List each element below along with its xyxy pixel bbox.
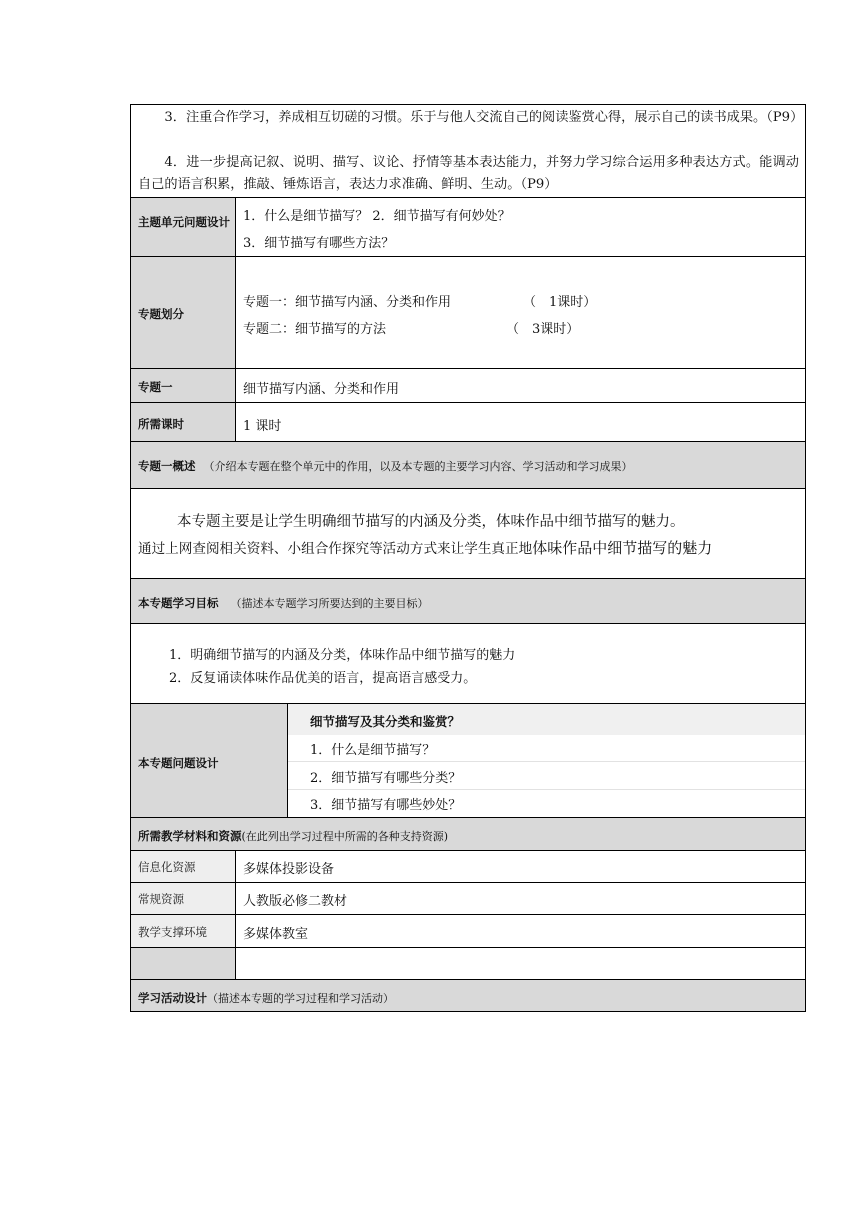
goal-4: 4．进一步提高记叙、说明、描写、议论、抒情等基本表达能力，并努力学习综合运用多种表达方式。能调动自己的语言积累，推敲、锤炼语言，表达力求准确、鲜明、生动。（P9） [138, 155, 799, 192]
resources-header [131, 818, 805, 850]
objectives-header [131, 579, 805, 623]
resource-row-3-label-cell [131, 915, 235, 947]
topic-division-item-1-hours: （ 1课时） [523, 295, 597, 310]
hours-value: 1 课时 [243, 419, 282, 434]
goal-3: 3．注重合作学习，养成相互切磋的习惯。乐于与他人交流自己的阅读鉴赏心得，展示自己的读书成果。（P9） [164, 110, 804, 125]
question-design-item-2: 2．细节描写有哪些分类？ [310, 771, 462, 786]
overview-header-text [138, 458, 633, 474]
resource-row-1-label: 信息化资源 [138, 860, 196, 874]
overview-line-2-part-1: 通过上网查阅相关资料、小组合作探究等活动方式来让学生真正地 [138, 541, 533, 557]
resource-row-1-value: 多媒体投影设备 [243, 862, 335, 877]
resource-row-2-label: 常规资源 [138, 892, 184, 906]
overview-header [131, 442, 805, 488]
activities-header-text [138, 990, 394, 1006]
overview-line-2-part-2: 体味作品中细节描写的魅力 [532, 539, 713, 557]
resource-row-4-label-cell [131, 948, 235, 979]
unit-question-line-2: 3．细节描写有哪些方法？ [243, 236, 395, 251]
unit-questions-label-cell [131, 198, 235, 256]
activities-hint: （描述本专题的学习过程和学习活动） [207, 992, 394, 1005]
resource-row-3-label: 教学支撑环境 [138, 925, 207, 939]
objectives-header-text [138, 595, 429, 611]
question-design-label-cell [131, 704, 287, 817]
topic-division-label-cell [131, 257, 235, 368]
resource-row-3-value: 多媒体教室 [243, 927, 309, 942]
objectives-label: 本专题学习目标 [138, 596, 219, 610]
activities-header [131, 980, 805, 1011]
objective-1: 1．明确细节描写的内涵及分类，体味作品中细节描写的魅力 [169, 648, 516, 663]
topic-one-label-cell [131, 369, 235, 402]
objectives-hint: （描述本专题学习所要达到的主要目标） [230, 597, 429, 610]
resources-hint: (在此列出学习过程中所需的各种支持资源) [241, 830, 449, 843]
question-design-item-3: 3．细节描写有哪些妙处？ [310, 798, 462, 813]
resource-row-2-label-cell [131, 883, 235, 914]
hours-label-cell [131, 403, 235, 441]
question-design-title-cell [288, 704, 805, 735]
overview-line-1: 本专题主要是让学生明确细节描写的内涵及分类，体味作品中细节描写的魅力。 [177, 514, 685, 530]
question-design-title: 细节描写及其分类和鉴赏？ [310, 714, 461, 729]
topic-one-value: 细节描写内涵、分类和作用 [243, 382, 400, 397]
resources-header-text [138, 828, 448, 844]
unit-questions-label: 主题单元问题设计 [138, 215, 230, 229]
unit-question-line-1: 1．什么是细节描写？ 2．细节描写有何妙处？ [243, 209, 511, 224]
overview-line-2 [138, 537, 712, 558]
hours-label: 所需课时 [138, 417, 184, 431]
overview-label: 专题一概述 [138, 459, 196, 473]
goals-section [131, 105, 805, 197]
question-design-label: 本专题问题设计 [138, 756, 219, 770]
topic-division-label: 专题划分 [138, 307, 184, 321]
topic-division-item-1: 专题一：细节描写内涵、分类和作用 [243, 295, 452, 310]
topic-division-item-2: 专题二：细节描写的方法 [243, 322, 387, 337]
resources-label: 所需教学材料和资源 [138, 829, 242, 843]
topic-division-item-2-hours: （ 3课时） [506, 322, 580, 337]
lesson-plan-table [130, 104, 806, 1012]
objective-2: 2．反复诵读体味作品优美的语言，提高语言感受力。 [169, 671, 477, 686]
resource-row-2-value: 人教版必修二教材 [243, 894, 348, 909]
activities-label: 学习活动设计 [138, 991, 207, 1005]
topic-one-label: 专题一 [138, 380, 173, 394]
resource-row-1-label-cell [131, 851, 235, 882]
question-design-item-1: 1．什么是细节描写？ [310, 743, 436, 758]
overview-hint: （介绍本专题在整个单元中的作用，以及本专题的主要学习内容、学习活动和学习成果） [203, 460, 633, 473]
